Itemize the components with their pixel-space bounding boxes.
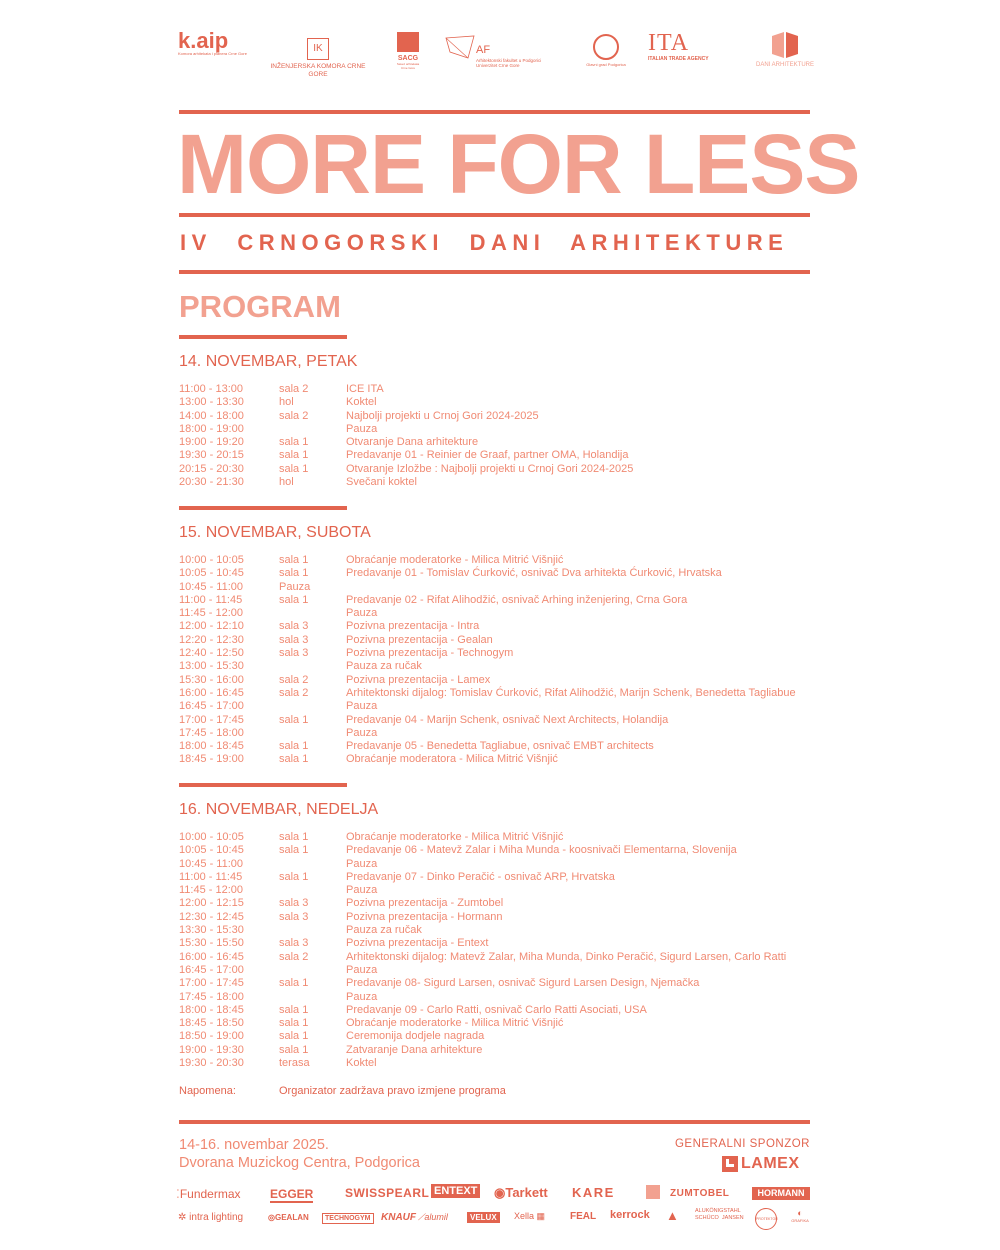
kerrock-logo: kerrock bbox=[610, 1209, 650, 1221]
tarkett-logo: ◉Tarkett bbox=[494, 1185, 548, 1200]
session-title: Pauza bbox=[346, 963, 378, 976]
event-dates: 14-16. novembar 2025. bbox=[179, 1137, 329, 1153]
session-time: 16:45 - 17:00 bbox=[179, 700, 244, 713]
event-subtitle: IV CRNOGORSKI DANI ARHITEKTURE bbox=[180, 230, 789, 255]
session-time: 16:45 - 17:00 bbox=[179, 963, 244, 976]
feal-logo: FEAL bbox=[570, 1211, 597, 1222]
dani-arhitekture-logo: DANI ARHITEKTURE bbox=[750, 30, 820, 69]
session-time: 19:30 - 20:15 bbox=[179, 449, 244, 462]
hormann-logo: HORMANN bbox=[752, 1187, 810, 1200]
session-room: sala 1 bbox=[279, 554, 309, 566]
sacg-logo: SACG Savez arhitekata Crne Gore bbox=[394, 30, 422, 71]
session-room: sala 1 bbox=[279, 740, 309, 753]
session-time: 20:30 - 21:30 bbox=[179, 476, 244, 489]
session-room: sala 1 bbox=[279, 1030, 309, 1043]
session-room: sala 1 bbox=[279, 449, 309, 462]
zumtobel-mark-icon bbox=[646, 1185, 660, 1199]
kaip-logo: k.aip Komora arhitekata i planera Crne Gore bbox=[178, 28, 247, 56]
session-title: Pauza bbox=[346, 726, 378, 739]
gealan-logo: ◎GEALAN bbox=[268, 1213, 309, 1222]
divider bbox=[179, 335, 347, 339]
session-room: sala 2 bbox=[279, 383, 309, 395]
session-title: Zatvaranje Dana arhitekture bbox=[346, 1043, 483, 1056]
session-time: 13:30 - 15:30 bbox=[179, 924, 244, 937]
kare-logo: KARE bbox=[572, 1185, 615, 1200]
session-time: 19:30 - 20:30 bbox=[179, 1057, 244, 1070]
general-sponsor-label: GENERALNI SPONZOR bbox=[674, 1138, 810, 1150]
session-time: 11:00 - 13:00 bbox=[179, 383, 244, 395]
session-title: Pauza bbox=[346, 857, 378, 870]
divider bbox=[179, 783, 347, 787]
session-title: Predavanje 09 - Carlo Ratti, osnivač Carlo Ratti Asociati, USA bbox=[346, 1003, 647, 1016]
session-title: Predavanje 06 - Matevž Zalar i Miha Munda - koosnivači Elementarna, Slovenija bbox=[346, 844, 737, 857]
event-venue: Dvorana Muzickog Centra, Podgorica bbox=[179, 1155, 420, 1171]
divider bbox=[179, 506, 347, 510]
session-time: 18:45 - 19:00 bbox=[179, 753, 244, 766]
session-time: 10:00 - 10:05 bbox=[179, 831, 244, 843]
session-time: 16:00 - 16:45 bbox=[179, 950, 244, 963]
session-room: sala 2 bbox=[279, 950, 309, 963]
fundermax-mark-icon: ⁚ bbox=[176, 1187, 180, 1201]
session-time: 18:50 - 19:00 bbox=[179, 1030, 244, 1043]
session-title: Arhitektonski dijalog: Tomislav Ćurković, Rifat Alihodžić, Marijn Schenk, Benedetta Tagliabue bbox=[346, 686, 796, 699]
session-time: 17:00 - 17:45 bbox=[179, 713, 244, 726]
velux-logo: VELUX bbox=[467, 1212, 500, 1223]
session-title: Pauza bbox=[346, 700, 378, 713]
session-room: sala 2 bbox=[279, 673, 309, 686]
session-room: sala 1 bbox=[279, 870, 309, 883]
session-time: 12:20 - 12:30 bbox=[179, 633, 244, 646]
session-title: Koktel bbox=[346, 396, 377, 409]
session-title: Pozivna prezentacija - Entext bbox=[346, 937, 489, 950]
session-room: sala 3 bbox=[279, 633, 309, 646]
session-time: 10:05 - 10:45 bbox=[179, 567, 244, 580]
swisspearl-logo: SWISSPEARL bbox=[345, 1186, 430, 1200]
session-title: Pozivna prezentacija - Hormann bbox=[346, 910, 503, 923]
lamex-logo: LAMEX bbox=[722, 1155, 800, 1173]
session-title: Pozivna prezentacija - Intra bbox=[346, 620, 480, 633]
session-room: Pauza bbox=[279, 580, 311, 593]
session-time: 15:30 - 15:50 bbox=[179, 937, 244, 950]
session-time: 17:45 - 18:00 bbox=[179, 990, 244, 1003]
session-time: 10:05 - 10:45 bbox=[179, 844, 244, 857]
session-title: Predavanje 08- Sigurd Larsen, osnivač Sigurd Larsen Design, Njemačka bbox=[346, 977, 700, 990]
session-title: Pozivna prezentacija - Zumtobel bbox=[346, 897, 504, 910]
session-time: 10:45 - 11:00 bbox=[179, 857, 244, 870]
gealan-mark-icon: ◎ bbox=[268, 1213, 275, 1222]
session-time: 16:00 - 16:45 bbox=[179, 686, 244, 699]
xella-logo: Xella ▦ bbox=[514, 1211, 546, 1221]
divider bbox=[179, 110, 810, 114]
session-time: 11:45 - 12:00 bbox=[179, 607, 244, 620]
session-room: sala 3 bbox=[279, 910, 309, 923]
session-room: sala 1 bbox=[279, 593, 309, 606]
af-mark-icon bbox=[444, 34, 478, 60]
alumil-mark-icon: ⟋ bbox=[418, 1212, 425, 1222]
session-room: sala 1 bbox=[279, 1003, 309, 1016]
session-title: Koktel bbox=[346, 1057, 377, 1070]
session-title: Najbolji projekti u Crnoj Gori 2024-2025 bbox=[346, 409, 539, 422]
session-room: sala 1 bbox=[279, 462, 309, 475]
knauf-logo: KNAUF bbox=[381, 1212, 416, 1223]
protektor-logo: PROTEKTOR bbox=[755, 1208, 777, 1230]
fundermax-logo: ⁚Fundermax bbox=[176, 1187, 241, 1201]
session-title: Obraćanje moderatora - Milica Mitrić Višnjić bbox=[346, 753, 558, 766]
grafika-logo: ◐ GRAFIKA bbox=[788, 1208, 812, 1223]
session-time: 13:00 - 15:30 bbox=[179, 660, 244, 673]
session-room: sala 2 bbox=[279, 409, 309, 422]
session-room: sala 2 bbox=[279, 686, 309, 699]
entext-logo: ENTEXT bbox=[431, 1184, 480, 1198]
podgorica-crest-icon bbox=[593, 34, 619, 60]
session-time: 13:00 - 13:30 bbox=[179, 396, 244, 409]
event-info bbox=[179, 1136, 420, 1172]
session-time: 12:00 - 12:15 bbox=[179, 897, 244, 910]
session-title: Predavanje 01 - Reinier de Graaf, partner OMA, Holandija bbox=[346, 449, 629, 462]
xella-mark-icon: ▦ bbox=[534, 1211, 546, 1221]
session-title: Ceremonija dodjele nagrada bbox=[346, 1030, 485, 1043]
session-time: 18:45 - 18:50 bbox=[179, 1017, 244, 1030]
session-room: hol bbox=[279, 396, 294, 409]
day-heading: 15. NOVEMBAR, SUBOTA bbox=[179, 524, 371, 541]
session-room: sala 3 bbox=[279, 937, 309, 950]
session-title: Obraćanje moderatorke - Milica Mitrić Višnjić bbox=[346, 554, 564, 566]
session-time: 11:00 - 11:45 bbox=[179, 870, 243, 883]
session-title: Otvaranje Izložbe : Najbolji projekti u Crnoj Gori 2024-2025 bbox=[346, 462, 634, 475]
session-time: 18:00 - 18:45 bbox=[179, 740, 244, 753]
session-title: Obraćanje moderatorke - Milica Mitrić Višnjić bbox=[346, 831, 564, 843]
intra-logo: ✲ intra lighting bbox=[178, 1212, 244, 1223]
session-room: sala 1 bbox=[279, 713, 309, 726]
session-time: 17:45 - 18:00 bbox=[179, 726, 244, 739]
session-time: 11:00 - 11:45 bbox=[179, 593, 243, 606]
session-title: Predavanje 01 - Tomislav Ćurković, osnivač Dva arhitekta Ćurković, Hrvatska bbox=[346, 567, 722, 580]
session-room: terasa bbox=[279, 1057, 310, 1070]
session-title: Predavanje 04 - Marijn Schenk, osnivač Next Architects, Holandija bbox=[346, 713, 669, 726]
session-time: 18:00 - 18:45 bbox=[179, 1003, 244, 1016]
day-heading: 14. NOVEMBAR, PETAK bbox=[179, 353, 358, 370]
session-title: Pauza bbox=[346, 990, 378, 1003]
session-room: sala 1 bbox=[279, 567, 309, 580]
session-title: Predavanje 07 - Dinko Peračić - osnivač ARP, Hrvatska bbox=[346, 870, 615, 883]
session-title: Pozivna prezentacija - Lamex bbox=[346, 673, 491, 686]
session-room: sala 1 bbox=[279, 831, 309, 843]
session-time: 19:00 - 19:20 bbox=[179, 436, 244, 449]
note bbox=[179, 1085, 506, 1097]
session-title: Pauza bbox=[346, 422, 378, 435]
session-title: Pozivna prezentacija - Technogym bbox=[346, 647, 514, 660]
session-room: sala 1 bbox=[279, 844, 309, 857]
triangle-logo-icon: ▲ bbox=[666, 1208, 679, 1223]
session-title: Pauza bbox=[346, 884, 378, 897]
divider bbox=[179, 213, 810, 217]
note-label: Napomena: bbox=[179, 1085, 236, 1097]
session-title: Arhitektonski dijalog: Matevž Zalar, Miha Munda, Dinko Peračić, Sigurd Larsen, Carlo Ratti bbox=[346, 950, 787, 963]
divider bbox=[179, 1120, 810, 1124]
session-time: 18:00 - 19:00 bbox=[179, 422, 244, 435]
session-room: sala 3 bbox=[279, 647, 309, 660]
session-time: 12:00 - 12:10 bbox=[179, 620, 244, 633]
ikcg-logo: IK INŽENJERSKA KOMORA CRNE GORE bbox=[262, 30, 374, 79]
session-time: 10:45 - 11:00 bbox=[179, 580, 244, 593]
technogym-logo: TECHNOGYM bbox=[322, 1213, 374, 1224]
grafika-mark-icon: ◐ bbox=[797, 1208, 803, 1218]
session-time: 20:15 - 20:30 bbox=[179, 462, 244, 475]
session-title: Predavanje 02 - Rifat Alihodžić, osnivač Arhing inženjering, Crna Gora bbox=[346, 593, 688, 606]
session-title: Pozivna prezentacija - Gealan bbox=[346, 633, 493, 646]
partner-logos: k.aip Komora arhitekata i planera Crne Gore IK INŽENJERSKA KOMORA CRNE GORE SACG Savez arhitekata Crne Gore AF Arhitektonski fakultet u Podgorici Univerzitet Crne Gore Glavni grad Podgorica ITA ITALIAN TRADE AGENCY DANI ARHITEKTURE bbox=[176, 30, 821, 80]
session-time: 12:30 - 12:45 bbox=[179, 910, 244, 923]
lamex-mark-icon bbox=[722, 1156, 738, 1172]
session-title: Obraćanje moderatorke - Milica Mitrić Višnjić bbox=[346, 1017, 564, 1030]
session-room: sala 3 bbox=[279, 897, 309, 910]
session-room: sala 3 bbox=[279, 620, 309, 633]
session-title: ICE ITA bbox=[346, 383, 384, 395]
session-time: 15:30 - 16:00 bbox=[179, 673, 244, 686]
session-room: hol bbox=[279, 476, 294, 489]
egger-logo: EGGER bbox=[270, 1187, 314, 1201]
alumil-logo: ⟋alumil bbox=[418, 1212, 448, 1222]
session-title: Svečani koktel bbox=[346, 476, 417, 489]
session-room: sala 1 bbox=[279, 977, 309, 990]
zumtobel-logo: ZUMTOBEL bbox=[670, 1188, 730, 1199]
tarkett-mark-icon: ◉ bbox=[494, 1185, 506, 1200]
session-title: Pauza za ručak bbox=[346, 660, 422, 673]
session-time: 10:00 - 10:05 bbox=[179, 554, 244, 566]
ikcg-mark: IK bbox=[307, 38, 329, 60]
day-heading: 16. NOVEMBAR, NEDELJA bbox=[179, 801, 379, 818]
page-title: MORE FOR LESS bbox=[177, 117, 860, 211]
sacg-mark-icon bbox=[397, 32, 419, 52]
session-room: sala 1 bbox=[279, 1043, 309, 1056]
podgorica-logo: Glavni grad Podgorica bbox=[584, 30, 628, 68]
session-time: 11:45 - 12:00 bbox=[179, 884, 244, 897]
session-time: 19:00 - 19:30 bbox=[179, 1043, 244, 1056]
session-room: sala 1 bbox=[279, 1017, 309, 1030]
session-time: 17:00 - 17:45 bbox=[179, 977, 244, 990]
session-time: 12:40 - 12:50 bbox=[179, 647, 244, 660]
session-title: Predavanje 05 - Benedetta Tagliabue, osnivač EMBT architects bbox=[346, 740, 654, 753]
da-mark-icon bbox=[772, 32, 798, 58]
program-heading: PROGRAM bbox=[179, 289, 341, 324]
session-title: Pauza bbox=[346, 607, 378, 620]
alukoenigstahl-logo: ALUKÖNIGSTAHL SCHÜCO JANSEN bbox=[695, 1208, 744, 1221]
session-room: sala 1 bbox=[279, 753, 309, 766]
session-title: Otvaranje Dana arhitekture bbox=[346, 436, 479, 449]
session-time: 14:00 - 18:00 bbox=[179, 409, 244, 422]
divider bbox=[179, 270, 810, 274]
session-title: Pauza za ručak bbox=[346, 924, 422, 937]
session-room: sala 1 bbox=[279, 436, 309, 449]
note-text: Organizator zadržava pravo izmjene programa bbox=[279, 1085, 506, 1097]
intra-mark-icon: ✲ bbox=[178, 1212, 190, 1223]
ita-logo: ITA ITALIAN TRADE AGENCY bbox=[648, 30, 709, 62]
